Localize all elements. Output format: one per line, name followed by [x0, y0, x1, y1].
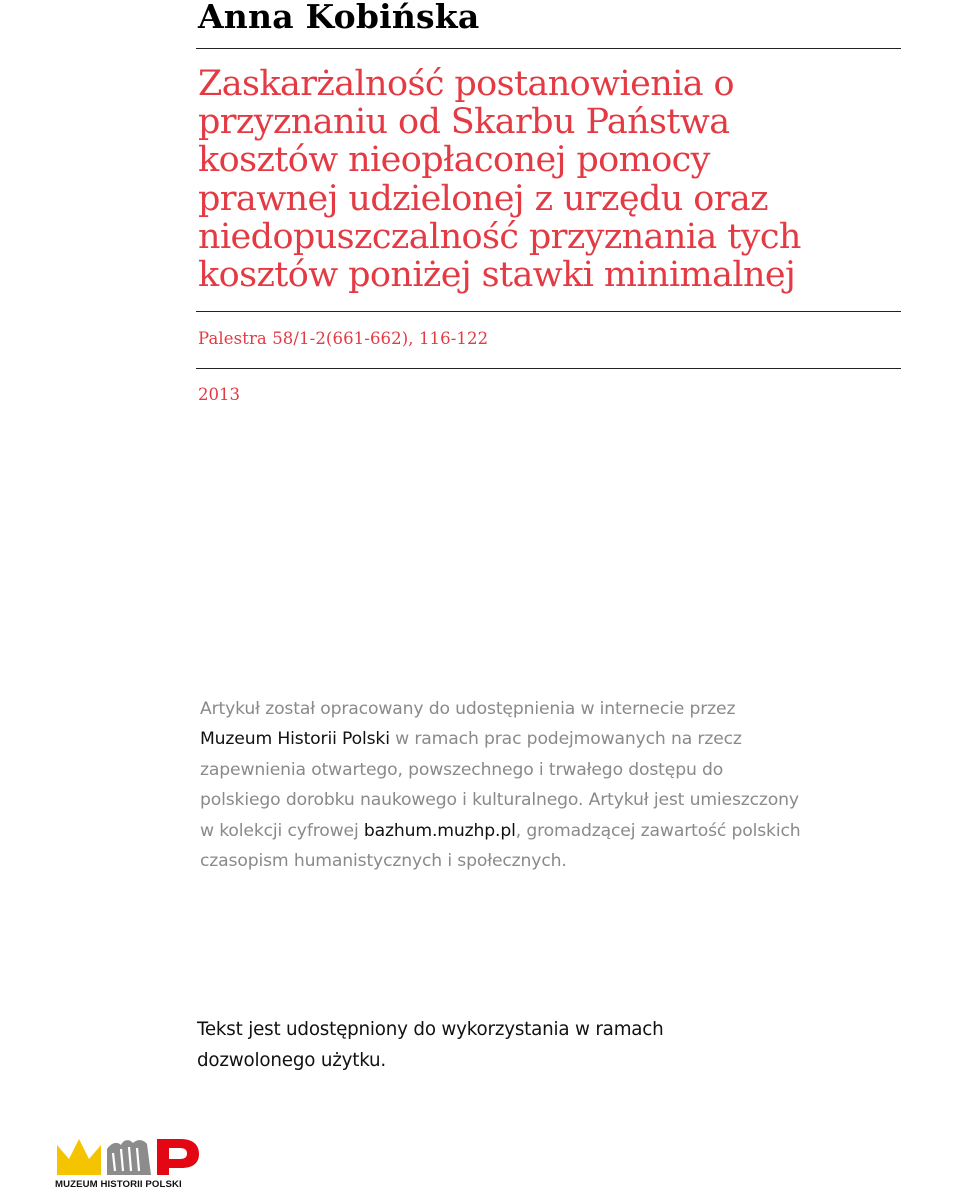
article-title: [198, 65, 898, 294]
site-link[interactable]: bazhum.muzhp.pl: [363, 820, 516, 841]
notice-text: , gromadzącej zawartość polskich: [515, 820, 801, 841]
notice-line: Artykuł został opracowany do udostępnienia w internecie przez: [200, 699, 736, 719]
muzeum-historii-polski-logo-icon: [55, 1135, 200, 1179]
license-notice: [197, 1015, 757, 1077]
author-name: Anna Kobińska: [198, 0, 480, 36]
divider-top: [196, 48, 901, 49]
notice-line: zapewnienia otwartego, powszechnego i trwałego dostępu do: [200, 759, 724, 780]
title-line: prawnej udzielonej z urzędu oraz: [198, 178, 768, 219]
title-line: kosztów poniżej stawki minimalnej: [198, 255, 796, 296]
title-line: przyznaniu od Skarbu Państwa: [198, 102, 730, 143]
museum-logo: [55, 1135, 200, 1193]
divider-middle: [196, 311, 901, 312]
notice-line: polskiego dorobku naukowego i kulturalnego. Artykuł jest umieszczony: [200, 790, 799, 811]
divider-bottom: [196, 368, 901, 369]
museum-name: Muzeum Historii Polski: [200, 729, 390, 750]
license-line: dozwolonego użytku.: [197, 1049, 387, 1071]
citation: Palestra 58/1-2(661-662), 116-122: [198, 329, 489, 348]
notice-text: w kolekcji cyfrowej: [200, 820, 364, 841]
publication-year: 2013: [198, 385, 240, 404]
title-line: Zaskarżalność postanowienia o: [198, 64, 735, 104]
license-line: Tekst jest udostępniony do wykorzystania w ramach: [197, 1019, 664, 1040]
notice-line: czasopism humanistycznych i społecznych.: [200, 851, 567, 872]
title-line: niedopuszczalność przyznania tych: [198, 216, 801, 257]
digitization-notice: [200, 694, 890, 876]
logo-label: MUZEUM HISTORII POLSKI: [55, 1179, 182, 1190]
title-line: kosztów nieopłaconej pomocy: [198, 140, 710, 181]
notice-line: [200, 724, 890, 754]
notice-line: [200, 816, 890, 846]
notice-text: w ramach prac podejmowanych na rzecz: [389, 729, 742, 750]
